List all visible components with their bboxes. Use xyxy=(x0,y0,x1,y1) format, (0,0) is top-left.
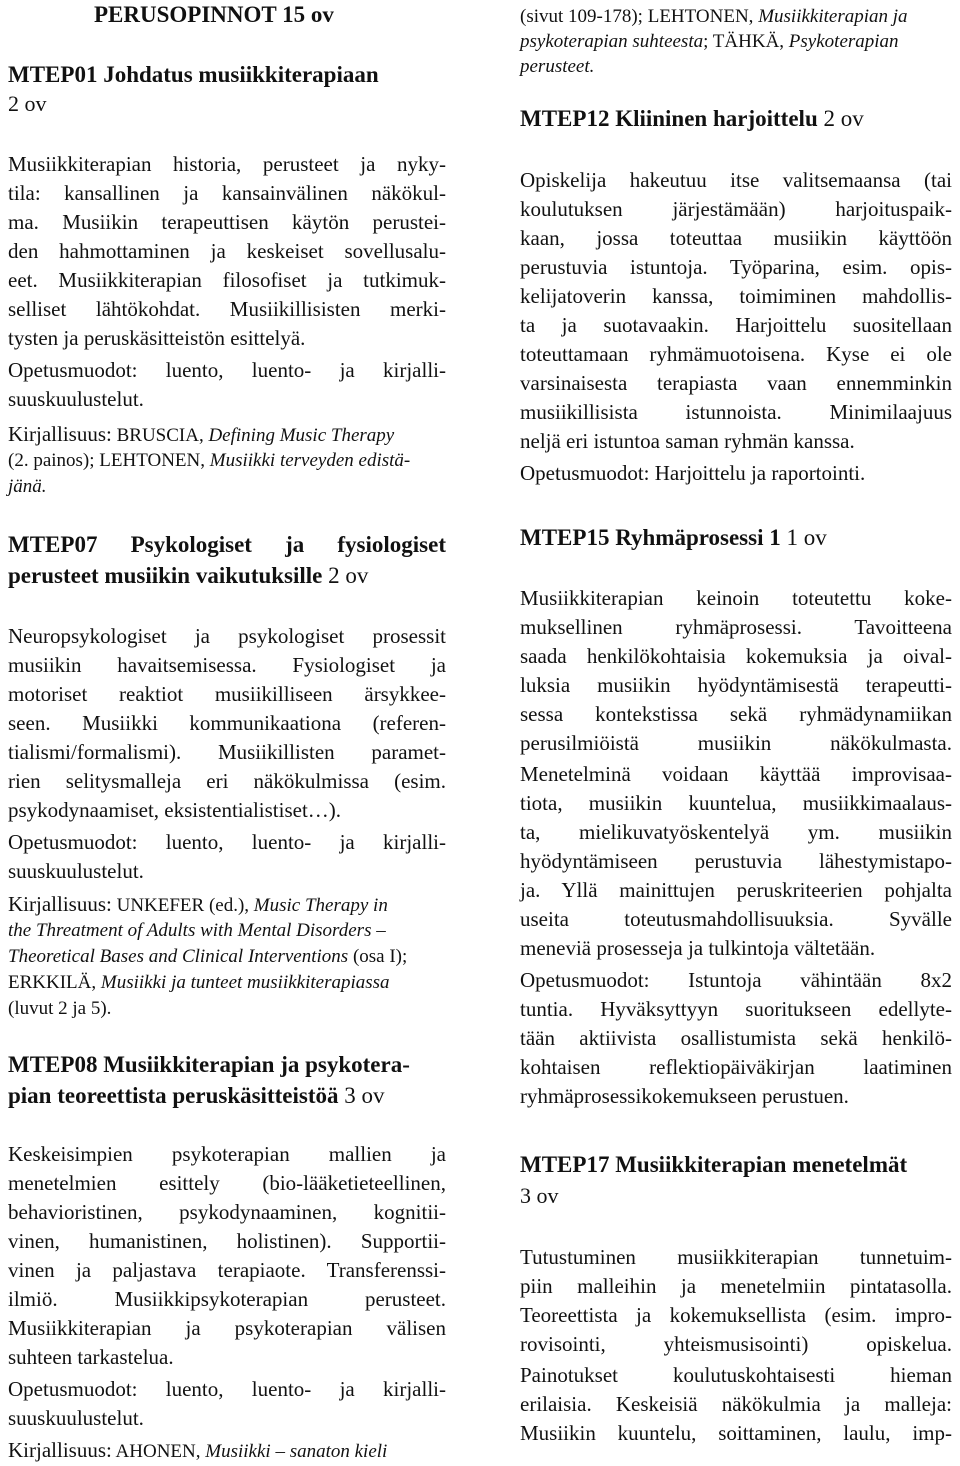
mtep15-credits: 1 ov xyxy=(786,525,827,550)
mtep07-literature xyxy=(8,942,446,971)
mtep12-body-line: Opiskelija hakeutuu itse valitsemaansa (tai xyxy=(520,168,952,192)
mtep15-body-line: saada henkilökohtaisia kokemuksia ja oival- xyxy=(520,644,952,668)
mtep15-method-line: tuntia. Hyväksyttyyn suoritukseen edellyte- xyxy=(520,997,952,1021)
mtep08-body-line: Keskeisimpien psykoterapian mallien ja xyxy=(8,1142,446,1166)
mtep01-body-line: Musiikkiterapian historia, perusteet ja nyky- xyxy=(8,152,446,176)
mtep07-body-line: motoriset reaktiot musiikilliseen ärsykkee- xyxy=(8,682,446,706)
mtep01-method-line: suuskuulustelut. xyxy=(8,387,144,411)
mtep07-body-line: rien selitysmalleja eri näkökulmissa (esim. xyxy=(8,769,446,793)
mtep17-body-line: Painotukset koulutuskohtaisesti hieman xyxy=(520,1363,952,1387)
mtep15-title xyxy=(520,523,952,552)
literature-author: ERKKILÄ, xyxy=(8,972,97,993)
literature-title: Theoretical Bases and Clinical Interventions xyxy=(8,946,349,967)
literature-author: BRUSCIA, xyxy=(116,425,204,446)
mtep15-body-line: luksia musiikin hyödyntämisestä terapeutti- xyxy=(520,673,952,697)
mtep08-body-line: vinen ja paljastava terapiaote. Transferenssi- xyxy=(8,1258,446,1282)
mtep12-body-line: musiikillisista istunnoista. Minimilaajuus xyxy=(520,400,952,424)
mtep15-method-line: kohtaisen reflektiopäiväkirjan laatiminen xyxy=(520,1055,952,1079)
mtep15-body-line: Musiikkiterapian keinoin toteutettu koke- xyxy=(520,586,952,610)
mtep08-literature xyxy=(8,1436,446,1466)
mtep08-title xyxy=(8,1081,446,1110)
literature-title: Music Therapy in xyxy=(253,895,388,916)
mtep08-body-line: ilmiö. Musiikkipsykoterapian perusteet. xyxy=(8,1287,446,1311)
literature-author: AHONEN, xyxy=(115,1441,201,1462)
mtep12-body-line: varsinaisesta terapiasta vaan ennemminkin xyxy=(520,371,952,395)
mtep15-body-line: meneviä prosesseja ja tulkintoja vältetään. xyxy=(520,936,876,960)
mtep08-body-line: menetelmien esittely (bio-lääketieteellinen, xyxy=(8,1171,446,1195)
mtep12-credits: 2 ov xyxy=(823,106,864,131)
mtep17-body-line: Teoreettista ja kokemuksellista (esim. impro- xyxy=(520,1303,952,1327)
mtep07-method-line: Opetusmuodot: luento, luento- ja kirjalli- xyxy=(8,830,446,854)
mtep07-method-line: suuskuulustelut. xyxy=(8,859,144,883)
mtep17-body-line: erilaisia. Keskeisiä näkökulmia ja malleja: xyxy=(520,1392,952,1416)
literature-edition: (2. painos); LEHTONEN, xyxy=(8,450,206,471)
mtep08-body-line: behavioristinen, psykodynaaminen, kognitii- xyxy=(8,1200,446,1224)
mtep12-title xyxy=(520,104,952,133)
mtep15-body-line: hyödyntämiseen perustuvia lähestymistapo- xyxy=(520,849,952,873)
mtep01-body-line: selliset lähtökohdat. Musiikillisisten merki- xyxy=(8,297,446,321)
mtep12-body-line: kelijatoverin kanssa, toimiminen mahdollis- xyxy=(520,284,952,308)
literature-author: UNKEFER (ed.), xyxy=(116,895,250,916)
mtep01-credits: 2 ov xyxy=(8,91,47,116)
mtep01-title: MTEP01 Johdatus musiikkiterapiaan xyxy=(8,62,379,87)
mtep15-method-line: ryhmäprosessikokemukseen perustuen. xyxy=(520,1084,849,1108)
mtep12-title-text: MTEP12 Kliininen harjoittelu xyxy=(520,106,818,131)
mtep07-title: MTEP07 Psykologiset ja fysiologiset xyxy=(8,532,446,557)
mtep08-title-cont: pian teoreettista peruskäsitteistöä xyxy=(8,1083,339,1108)
mtep01-body-line: tysten ja peruskäsitteistön esittelyä. xyxy=(8,326,306,350)
mtep07-title xyxy=(8,561,446,590)
literature-title: Musiikki ja tunteet musiikkiterapiassa xyxy=(100,972,390,993)
mtep07-body-line: psykodynaamiset, eksistentialistiset…). xyxy=(8,798,342,822)
mtep17-body-line: rovisointi, yhteismusisointi) opiskelua. xyxy=(520,1332,952,1356)
mtep07-body-line: tialismi/formalismi). Musiikillisten paramet- xyxy=(8,740,446,764)
mtep15-body-line: sessa kontekstissa sekä ryhmädynamiikan xyxy=(520,702,952,726)
mtep15-body-line: useita toteutusmahdollisuuksia. Syvälle xyxy=(520,907,952,931)
mtep01-body-line: eet. Musiikkiterapian filosofiset ja tutkimuk- xyxy=(8,268,446,292)
mtep15-body-line: ja. Yllä mainittujen peruskriteerien pohjalta xyxy=(520,878,952,902)
mtep15-body-line: ta, mielikuvatyöskentelyä ym. musiikin xyxy=(520,820,952,844)
mtep12-body-line: ta ja suotavaakin. Harjoittelu suositellaan xyxy=(520,313,952,337)
mtep07-literature xyxy=(8,968,446,997)
literature-title: the Threatment of Adults with Mental Disorders – xyxy=(8,920,386,941)
literature-label: Kirjallisuus: xyxy=(8,1438,112,1462)
mtep15-title-text: MTEP15 Ryhmäprosessi 1 xyxy=(520,525,781,550)
mtep01-body-line: ma. Musiikin terapeuttisen käytön perustei- xyxy=(8,210,446,234)
mtep15-body-line: muksellinen ryhmäprosessi. Tavoitteena xyxy=(520,615,952,639)
mtep08-body-line: Musiikkiterapian ja psykoterapian välisen xyxy=(8,1316,446,1340)
literature-part: (osa I); xyxy=(352,946,408,967)
mtep12-body-line: kaan, jossa toteuttaa musiikin käyttöön xyxy=(520,226,952,250)
mtep07-credits: 2 ov xyxy=(328,563,369,588)
mtep08-method-line: suuskuulustelut. xyxy=(8,1406,144,1430)
mtep15-method-line: tään aktiivista osallistumista sekä henkilö- xyxy=(520,1026,952,1050)
mtep15-body-line: tiota, musiikin kuuntelua, musiikkimaalaus- xyxy=(520,791,952,815)
mtep07-title-cont: perusteet musiikin vaikutuksille xyxy=(8,563,323,588)
mtep12-body-line: neljä eri istuntoa saman ryhmän kanssa. xyxy=(520,429,855,453)
literature-author: ; TÄHKÄ, xyxy=(703,31,785,52)
literature-title: perusteet. xyxy=(520,56,595,77)
literature-label: Kirjallisuus: xyxy=(8,422,112,446)
mtep17-body-line: piin malleihin ja menetelmiin pintatasolla. xyxy=(520,1274,952,1298)
mtep08-body-line: suhteen tarkastelua. xyxy=(8,1345,174,1369)
literature-title: psykoterapian suhteesta xyxy=(520,31,704,52)
mtep07-body-line: Neuropsykologiset ja psykologiset prosessit xyxy=(8,624,446,648)
mtep08-method-line: Opetusmuodot: luento, luento- ja kirjalli- xyxy=(8,1377,446,1401)
literature-title: Musiikki terveyden edistä- xyxy=(209,450,411,471)
mtep17-body-line: Musiikin kuuntelu, soittaminen, laulu, imp- xyxy=(520,1421,952,1445)
mtep17-title: MTEP17 Musiikkiterapian menetelmät xyxy=(520,1152,908,1177)
mtep01-literature xyxy=(8,472,446,501)
literature-title: Psykoterapian xyxy=(788,31,899,52)
literature-title: Musiikkiterapian ja xyxy=(758,6,908,27)
mtep17-credits: 3 ov xyxy=(520,1183,559,1208)
mtep15-method-line: Opetusmuodot: Istuntoja vähintään 8x2 xyxy=(520,968,952,992)
mtep15-body-line: Menetelminä voidaan käyttää improvisaa- xyxy=(520,762,952,786)
mtep17-body-line: Tutustuminen musiikkiterapian tunnetuim- xyxy=(520,1245,952,1269)
page-title: PERUSOPINNOT 15 ov xyxy=(94,2,334,27)
literature-title: jänä. xyxy=(8,476,47,497)
mtep08-credits: 3 ov xyxy=(344,1083,385,1108)
mtep12-body-line: koulutuksen järjestämään) harjoituspaik- xyxy=(520,197,952,221)
literature-pages: (sivut 109-178); LEHTONEN, xyxy=(520,6,754,27)
mtep15-body-line: perusilmiöistä musiikin näkökulmasta. xyxy=(520,731,952,755)
literature-label: Kirjallisuus: xyxy=(8,892,112,916)
literature-title: Defining Music Therapy xyxy=(208,425,395,446)
mtep01-body-line: tila: kansallinen ja kansainvälinen näkökul- xyxy=(8,181,446,205)
mtep07-body-line: musiikin havaitsemisessa. Fysiologiset ja xyxy=(8,653,446,677)
mtep07-literature: (luvut 2 ja 5). xyxy=(8,998,112,1019)
mtep01-body-line: den hahmottaminen ja keskeiset sovellusalu- xyxy=(8,239,446,263)
mtep12-body-line: toteuttamaan ryhmämuotoisena. Kyse ei ole xyxy=(520,342,952,366)
mtep12-body-line: perustuvia istuntoja. Työparina, esim. opis- xyxy=(520,255,952,279)
mtep12-method-line: Opetusmuodot: Harjoittelu ja raportointi. xyxy=(520,461,866,485)
mtep07-body-line: seen. Musiikki kommunikaationa (referen- xyxy=(8,711,446,735)
mtep01-literature xyxy=(8,446,446,475)
mtep08-literature-cont xyxy=(520,52,952,81)
mtep08-title: MTEP08 Musiikkiterapian ja psykotera- xyxy=(8,1052,410,1077)
mtep01-method-line: Opetusmuodot: luento, luento- ja kirjalli- xyxy=(8,358,446,382)
mtep07-literature xyxy=(8,916,446,945)
literature-title: Musiikki – sanaton kieli xyxy=(205,1441,388,1462)
mtep08-body-line: vinen, humanistinen, holistinen). Supportii- xyxy=(8,1229,446,1253)
